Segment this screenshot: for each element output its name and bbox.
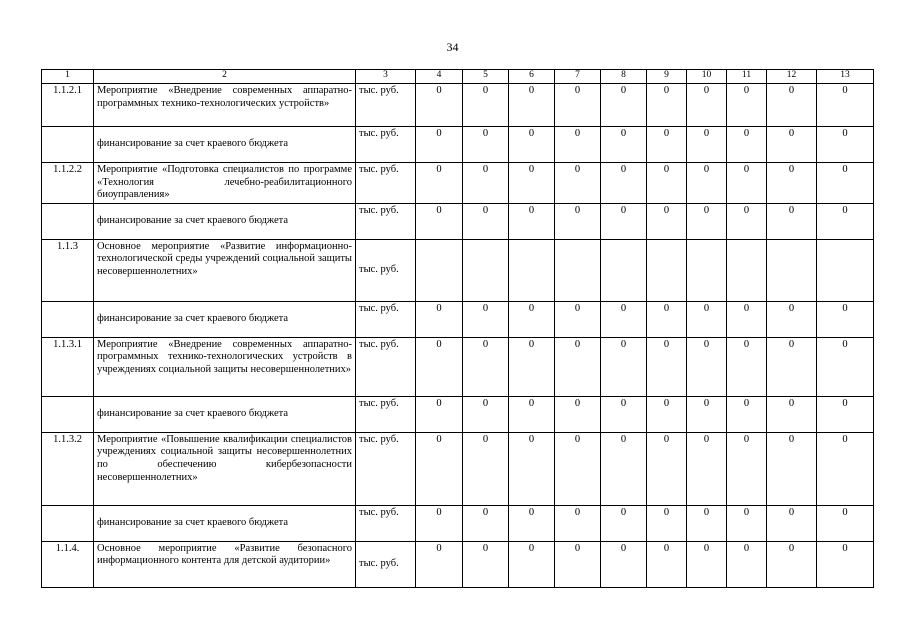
value-cell: 0 bbox=[687, 203, 727, 239]
value-cell: 0 bbox=[463, 396, 509, 432]
value-cell: 0 bbox=[687, 505, 727, 541]
column-header: 1 bbox=[42, 70, 94, 84]
value-cell bbox=[647, 239, 687, 301]
budget-table bbox=[41, 69, 874, 588]
table-row bbox=[42, 337, 874, 396]
value-cell: 0 bbox=[555, 432, 601, 505]
value-cell: 0 bbox=[601, 541, 647, 587]
row-code: 1.1.3.2 bbox=[42, 432, 94, 505]
value-cell: 0 bbox=[463, 432, 509, 505]
value-cell: 0 bbox=[555, 337, 601, 396]
row-unit: тыс. руб. bbox=[356, 84, 416, 127]
row-code bbox=[42, 505, 94, 541]
value-cell: 0 bbox=[767, 203, 817, 239]
value-cell: 0 bbox=[647, 301, 687, 337]
value-cell: 0 bbox=[601, 396, 647, 432]
value-cell bbox=[416, 239, 463, 301]
table-row bbox=[42, 505, 874, 541]
row-description: Мероприятие «Внедрение современных аппаратно-программных технико-технологических устройств в учреждениях социальной защиты несовершеннолетних» bbox=[94, 337, 356, 396]
value-cell: 0 bbox=[463, 127, 509, 163]
row-unit: тыс. руб. bbox=[356, 396, 416, 432]
value-cell: 0 bbox=[727, 337, 767, 396]
value-cell: 0 bbox=[727, 301, 767, 337]
page-number: 34 bbox=[446, 40, 459, 54]
column-header: 8 bbox=[601, 70, 647, 84]
value-cell: 0 bbox=[687, 337, 727, 396]
table-row bbox=[42, 84, 874, 127]
row-code bbox=[42, 301, 94, 337]
value-cell: 0 bbox=[555, 127, 601, 163]
value-cell: 0 bbox=[647, 337, 687, 396]
row-code bbox=[42, 396, 94, 432]
value-cell bbox=[463, 239, 509, 301]
value-cell: 0 bbox=[509, 127, 555, 163]
value-cell: 0 bbox=[647, 163, 687, 204]
column-header: 2 bbox=[94, 70, 356, 84]
value-cell: 0 bbox=[817, 541, 874, 587]
row-unit: тыс. руб. bbox=[356, 301, 416, 337]
value-cell: 0 bbox=[509, 505, 555, 541]
value-cell: 0 bbox=[687, 301, 727, 337]
row-unit: тыс. руб. bbox=[356, 432, 416, 505]
column-header: 6 bbox=[509, 70, 555, 84]
value-cell bbox=[767, 239, 817, 301]
value-cell: 0 bbox=[817, 127, 874, 163]
column-header: 12 bbox=[767, 70, 817, 84]
row-description: Основное мероприятие «Развитие безопасного информационного контента для детской аудитории» bbox=[94, 541, 356, 587]
value-cell: 0 bbox=[601, 505, 647, 541]
value-cell: 0 bbox=[767, 505, 817, 541]
value-cell: 0 bbox=[416, 203, 463, 239]
value-cell: 0 bbox=[509, 84, 555, 127]
row-unit: тыс. руб. bbox=[356, 203, 416, 239]
value-cell: 0 bbox=[687, 127, 727, 163]
row-code bbox=[42, 203, 94, 239]
column-header: 5 bbox=[463, 70, 509, 84]
value-cell: 0 bbox=[727, 84, 767, 127]
value-cell: 0 bbox=[463, 84, 509, 127]
value-cell: 0 bbox=[555, 301, 601, 337]
row-description: Мероприятие «Подготовка специалистов по программе «Технология лечебно-реабилитационного биоуправления» bbox=[94, 163, 356, 204]
value-cell: 0 bbox=[509, 337, 555, 396]
column-header: 11 bbox=[727, 70, 767, 84]
row-description: Мероприятие «Внедрение современных аппаратно-программных технико-технологических устройств» bbox=[94, 84, 356, 127]
value-cell: 0 bbox=[767, 337, 817, 396]
value-cell: 0 bbox=[509, 163, 555, 204]
table-row bbox=[42, 163, 874, 204]
row-description: финансирование за счет краевого бюджета bbox=[94, 127, 356, 163]
value-cell: 0 bbox=[687, 432, 727, 505]
value-cell bbox=[687, 239, 727, 301]
value-cell: 0 bbox=[727, 127, 767, 163]
value-cell: 0 bbox=[416, 337, 463, 396]
value-cell: 0 bbox=[727, 432, 767, 505]
value-cell: 0 bbox=[463, 337, 509, 396]
row-description: финансирование за счет краевого бюджета bbox=[94, 505, 356, 541]
value-cell: 0 bbox=[817, 203, 874, 239]
value-cell: 0 bbox=[687, 84, 727, 127]
value-cell bbox=[817, 239, 874, 301]
value-cell: 0 bbox=[727, 203, 767, 239]
value-cell: 0 bbox=[416, 432, 463, 505]
value-cell: 0 bbox=[416, 396, 463, 432]
value-cell: 0 bbox=[767, 396, 817, 432]
value-cell: 0 bbox=[647, 396, 687, 432]
row-unit: тыс. руб. bbox=[356, 127, 416, 163]
table-row bbox=[42, 203, 874, 239]
row-unit: тыс. руб. bbox=[356, 239, 416, 301]
value-cell: 0 bbox=[509, 203, 555, 239]
value-cell: 0 bbox=[817, 337, 874, 396]
value-cell: 0 bbox=[416, 127, 463, 163]
value-cell: 0 bbox=[416, 505, 463, 541]
table-row bbox=[42, 127, 874, 163]
value-cell: 0 bbox=[727, 396, 767, 432]
value-cell: 0 bbox=[687, 396, 727, 432]
value-cell: 0 bbox=[817, 163, 874, 204]
column-header: 4 bbox=[416, 70, 463, 84]
value-cell: 0 bbox=[647, 541, 687, 587]
value-cell: 0 bbox=[509, 301, 555, 337]
value-cell: 0 bbox=[727, 541, 767, 587]
value-cell: 0 bbox=[555, 541, 601, 587]
value-cell bbox=[509, 239, 555, 301]
row-code: 1.1.3.1 bbox=[42, 337, 94, 396]
value-cell: 0 bbox=[767, 301, 817, 337]
value-cell: 0 bbox=[509, 396, 555, 432]
row-description: финансирование за счет краевого бюджета bbox=[94, 396, 356, 432]
value-cell: 0 bbox=[817, 505, 874, 541]
value-cell: 0 bbox=[817, 432, 874, 505]
row-code: 1.1.3 bbox=[42, 239, 94, 301]
value-cell bbox=[727, 239, 767, 301]
value-cell: 0 bbox=[463, 163, 509, 204]
column-number-row bbox=[42, 70, 874, 84]
value-cell bbox=[601, 239, 647, 301]
column-header: 13 bbox=[817, 70, 874, 84]
table-row bbox=[42, 396, 874, 432]
value-cell: 0 bbox=[601, 432, 647, 505]
value-cell: 0 bbox=[555, 203, 601, 239]
table-row bbox=[42, 432, 874, 505]
value-cell: 0 bbox=[687, 163, 727, 204]
column-header: 10 bbox=[687, 70, 727, 84]
value-cell: 0 bbox=[509, 541, 555, 587]
value-cell: 0 bbox=[463, 203, 509, 239]
value-cell bbox=[555, 239, 601, 301]
value-cell: 0 bbox=[767, 163, 817, 204]
value-cell: 0 bbox=[416, 541, 463, 587]
row-code: 1.1.2.1 bbox=[42, 84, 94, 127]
value-cell: 0 bbox=[767, 541, 817, 587]
column-header: 9 bbox=[647, 70, 687, 84]
value-cell: 0 bbox=[601, 84, 647, 127]
value-cell: 0 bbox=[416, 84, 463, 127]
value-cell: 0 bbox=[509, 432, 555, 505]
row-unit: тыс. руб. bbox=[356, 541, 416, 587]
value-cell: 0 bbox=[601, 203, 647, 239]
value-cell: 0 bbox=[817, 301, 874, 337]
value-cell: 0 bbox=[647, 203, 687, 239]
row-code: 1.1.4. bbox=[42, 541, 94, 587]
value-cell: 0 bbox=[463, 505, 509, 541]
value-cell: 0 bbox=[727, 163, 767, 204]
row-unit: тыс. руб. bbox=[356, 337, 416, 396]
value-cell: 0 bbox=[416, 163, 463, 204]
column-header: 3 bbox=[356, 70, 416, 84]
value-cell: 0 bbox=[555, 505, 601, 541]
row-code: 1.1.2.2 bbox=[42, 163, 94, 204]
row-description: финансирование за счет краевого бюджета bbox=[94, 301, 356, 337]
table-row bbox=[42, 239, 874, 301]
value-cell: 0 bbox=[555, 163, 601, 204]
value-cell: 0 bbox=[817, 84, 874, 127]
value-cell: 0 bbox=[647, 127, 687, 163]
row-description: Мероприятие «Повышение квалификации специалистов учреждениях социальной защиты несовершеннолетних по обеспечению кибербезопасности несовершеннолетних» bbox=[94, 432, 356, 505]
value-cell: 0 bbox=[767, 127, 817, 163]
value-cell: 0 bbox=[767, 432, 817, 505]
row-description: Основное мероприятие «Развитие информационно-технологической среды учреждений социальной защиты несовершеннолетних» bbox=[94, 239, 356, 301]
value-cell: 0 bbox=[647, 84, 687, 127]
value-cell: 0 bbox=[727, 505, 767, 541]
row-description: финансирование за счет краевого бюджета bbox=[94, 203, 356, 239]
row-unit: тыс. руб. bbox=[356, 505, 416, 541]
value-cell: 0 bbox=[601, 127, 647, 163]
value-cell: 0 bbox=[601, 163, 647, 204]
row-code bbox=[42, 127, 94, 163]
value-cell: 0 bbox=[555, 396, 601, 432]
table-row bbox=[42, 301, 874, 337]
value-cell: 0 bbox=[463, 541, 509, 587]
value-cell: 0 bbox=[647, 432, 687, 505]
value-cell: 0 bbox=[687, 541, 727, 587]
row-unit: тыс. руб. bbox=[356, 163, 416, 204]
column-header: 7 bbox=[555, 70, 601, 84]
value-cell: 0 bbox=[601, 337, 647, 396]
value-cell: 0 bbox=[817, 396, 874, 432]
value-cell: 0 bbox=[463, 301, 509, 337]
value-cell: 0 bbox=[555, 84, 601, 127]
value-cell: 0 bbox=[767, 84, 817, 127]
value-cell: 0 bbox=[416, 301, 463, 337]
value-cell: 0 bbox=[647, 505, 687, 541]
value-cell: 0 bbox=[601, 301, 647, 337]
table-row bbox=[42, 541, 874, 587]
